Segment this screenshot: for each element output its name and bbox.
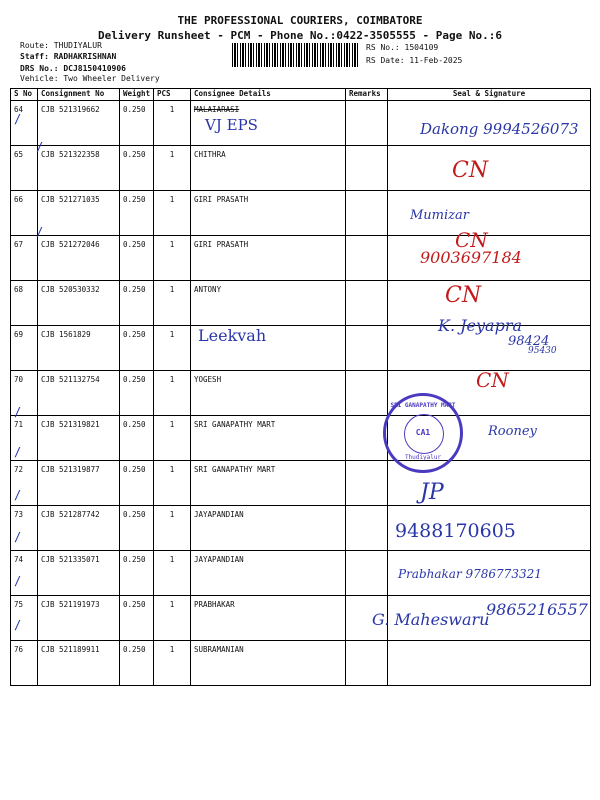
handwritten-vjeps: VJ EPS [205,116,258,134]
row-remarks [346,641,388,686]
handwritten-signature-66: Mumizar [410,208,469,223]
row-sno: 65 [11,146,38,191]
handwritten-number-76: 9865216557 [486,600,588,619]
row-weight: 0.250 [120,596,154,641]
row-pcs: 1 [154,506,191,551]
barcode [232,43,358,67]
row-sno: 69 [11,326,38,371]
row-consignment: CJB 521319821 [38,416,120,461]
row-sno: 67 [11,236,38,281]
company-stamp [383,393,463,473]
row-sno: 76 [11,641,38,686]
row-consignment: CJB 520530332 [38,281,120,326]
col-remarks: Remarks [346,89,388,101]
row-pcs: 1 [154,281,191,326]
row-consignee: SUBRAMANIAN [191,641,346,686]
cn-mark-66: CN [455,228,488,252]
row-weight: 0.250 [120,191,154,236]
row-weight: 0.250 [120,416,154,461]
row-consignment: CJB 521272046 [38,236,120,281]
vehicle-label: Vehicle: Two Wheeler Delivery [20,74,160,83]
handwritten-leekvah: Leekvah [198,326,267,345]
stamp-top-text: SRI GANAPATHY MART [390,402,456,409]
row-consignee: ANTONY [191,281,346,326]
row-consignment: CJB 521271035 [38,191,120,236]
handwritten-signature-64: Dakong 9994526073 [420,120,579,138]
rs-number: RS No.: 1504109 [366,43,439,52]
row-remarks [346,101,388,146]
row-consignment: CJB 1561829 [38,326,120,371]
stamp-bottom-text: Thudiyalur [404,454,442,461]
rs-date: RS Date: 11-Feb-2025 [366,56,463,65]
row-sno: 73 [11,506,38,551]
row-consignee: GIRI PRASATH [191,191,346,236]
cn-mark-65: CN [452,158,489,183]
handwritten-signature-69: K. Jeyapra [438,316,523,335]
handwritten-signature-75: Prabhakar 9786773321 [398,567,542,581]
row-consignment: CJB 521319877 [38,461,120,506]
row-pcs: 1 [154,101,191,146]
row-consignee: MALAIARASI [191,101,346,146]
table-row [11,461,591,506]
row-consignee: JAYAPANDIAN [191,551,346,596]
row-sno: 66 [11,191,38,236]
row-remarks [346,146,388,191]
row-consignment: CJB 521319662 [38,101,120,146]
tick-mark: / [14,405,22,419]
row-sno: 70 [11,371,38,416]
row-remarks [346,416,388,461]
row-consignee: SRI GANAPATHY MART [191,461,346,506]
row-weight: 0.250 [120,146,154,191]
route-label: Route: THUDIYALUR [20,41,102,50]
row-pcs: 1 [154,371,191,416]
row-sno: 64 [11,101,38,146]
row-pcs: 1 [154,326,191,371]
row-weight: 0.250 [120,551,154,596]
row-signature [388,146,591,191]
row-sno: 72 [11,461,38,506]
row-weight: 0.250 [120,506,154,551]
row-consignment: CJB 521132754 [38,371,120,416]
col-pcs: PCS [154,89,191,101]
col-consignment: Consignment No [38,89,120,101]
row-weight: 0.250 [120,281,154,326]
row-remarks [346,326,388,371]
row-sno: 68 [11,281,38,326]
handwritten-number-74: 9488170605 [395,520,516,542]
handwritten-number-69a: 98424 [508,334,550,349]
row-remarks [346,506,388,551]
row-remarks [346,281,388,326]
row-pcs: 1 [154,236,191,281]
tick-mark: / [36,225,44,239]
tick-mark: / [14,530,22,544]
col-sno: S No [11,89,38,101]
table-header-row [11,89,591,101]
tick-mark: / [36,140,44,154]
row-consignee: GIRI PRASATH [191,236,346,281]
drs-number: DRS No.: DCJ8150410906 [20,64,126,73]
row-sno: 71 [11,416,38,461]
stamp-center-text: CA1 [415,428,431,437]
row-consignment: CJB 521287742 [38,506,120,551]
handwritten-signature-72: Rooney [488,424,537,439]
row-sno: 74 [11,551,38,596]
row-weight: 0.250 [120,101,154,146]
row-pcs: 1 [154,191,191,236]
runsheet-subtitle: Delivery Runsheet - PCM - Phone No.:0422-3505555 - Page No.:6 [98,29,502,42]
row-pcs: 1 [154,461,191,506]
table-row [11,191,591,236]
company-title: THE PROFESSIONAL COURIERS, COIMBATORE [177,14,423,27]
handwritten-signature-76: G. Maheswaru [372,610,490,629]
row-consignee: SRI GANAPATHY MART [191,416,346,461]
row-pcs: 1 [154,641,191,686]
row-remarks [346,236,388,281]
col-consignee: Consignee Details [191,89,346,101]
row-remarks [346,551,388,596]
row-pcs: 1 [154,551,191,596]
row-consignee: JAYAPANDIAN [191,506,346,551]
row-consignee: PRABHAKAR [191,596,346,641]
col-weight: Weight [120,89,154,101]
row-remarks [346,191,388,236]
tick-mark: / [14,112,22,126]
tick-mark: / [14,618,22,632]
row-weight: 0.250 [120,236,154,281]
row-signature [388,641,591,686]
row-pcs: 1 [154,596,191,641]
tick-mark: / [14,445,22,459]
row-consignee: CHITHRA [191,146,346,191]
tick-mark: / [14,488,22,502]
row-weight: 0.250 [120,461,154,506]
table-row [11,641,591,686]
col-seal-signature: Seal & Signature [388,89,591,101]
table-row [11,146,591,191]
row-remarks [346,461,388,506]
row-sno: 75 [11,596,38,641]
row-pcs: 1 [154,146,191,191]
staff-label: Staff: RADHAKRISHNAN [20,52,117,61]
row-weight: 0.250 [120,371,154,416]
cn-mark-70: CN [476,368,509,392]
handwritten-signature-73: JP [420,480,444,505]
row-pcs: 1 [154,416,191,461]
tick-mark: / [14,574,22,588]
row-weight: 0.250 [120,641,154,686]
row-consignment: CJB 521189911 [38,641,120,686]
handwritten-number-69b: 95430 [528,346,557,356]
handwritten-number-67: 9003697184 [420,248,522,267]
cn-mark-68: CN [445,283,482,308]
row-consignee: YOGESH [191,371,346,416]
row-remarks [346,371,388,416]
row-weight: 0.250 [120,326,154,371]
row-consignment: CJB 521191973 [38,596,120,641]
row-consignment: CJB 521322358 [38,146,120,191]
row-consignment: CJB 521335071 [38,551,120,596]
